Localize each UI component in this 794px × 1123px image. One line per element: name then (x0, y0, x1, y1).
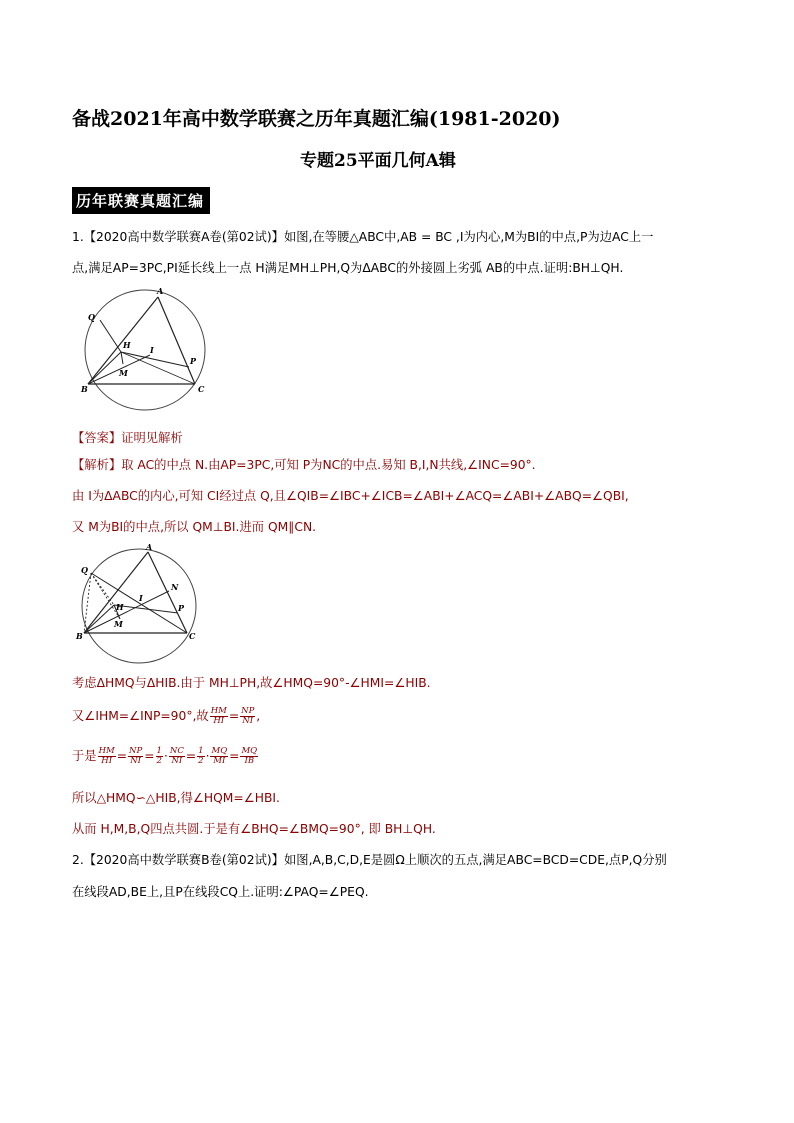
label-a: A (157, 286, 164, 296)
document-title: 备战2021年高中数学联赛之历年真题汇编(1981-2020) (72, 108, 561, 130)
analysis-line5-suffix: , (256, 709, 261, 723)
analysis-line1: 【解析】取 AC的中点 N.由AP=3PC,可知 P为NC的中点.易知 B,I,N共线,∠INC=90°. (72, 458, 536, 472)
analysis-line6-prefix: 于是 (72, 749, 97, 763)
segment-bh (88, 352, 121, 384)
label-c: C (198, 384, 205, 394)
label-m: M (119, 368, 128, 378)
fraction: $\frac{NP}{NI}$ (241, 706, 255, 726)
geometry-figure-1 (78, 282, 213, 412)
analysis-line4: 考虑ΔHMQ与ΔHIB.由于 MH⊥PH,故∠HMQ=90°-∠HMI=∠HIB. (72, 676, 431, 690)
problem2-line2: 在线段AD,BE上,且P在线段CQ上.证明:∠PAQ=∠PEQ. (72, 885, 369, 899)
segment-bh-2 (84, 605, 114, 633)
section-label: 历年联赛真题汇编 (72, 187, 210, 214)
label-p-2: P (178, 603, 185, 613)
analysis-line6: 于是 $\frac{HM}{HI}$ = $\frac{NP}{NI}$ = $\frac{1}{2}$ · $\frac{NC}{NI}$ = $\frac{1}{2}$ · $\frac{MQ}{MI}$ = $\frac{MQ}{IB}$ (72, 746, 258, 766)
problem1-line1: 1.【2020高中数学联赛A卷(第02试)】如图,在等腰△ABC中,AB = BC ,I为内心,M为BI的中点,P为边AC上一 (72, 230, 654, 244)
segment-qm-dashed (91, 573, 120, 619)
label-h: H (123, 340, 131, 350)
fraction: $\frac{HM}{HI}$ (98, 746, 115, 766)
segment-hp-2 (114, 605, 178, 613)
fraction: $\frac{NP}{NI}$ (129, 746, 143, 766)
answer-line (72, 430, 183, 446)
label-c-2: C (189, 631, 196, 641)
fraction: $\frac{NC}{NI}$ (169, 746, 184, 766)
analysis-line7: 所以△HMQ∽△HIB,得∠HQM=∠HBI. (72, 791, 280, 805)
segment-hm (121, 352, 123, 364)
label-m-2: M (114, 619, 123, 629)
label-h-2: H (116, 602, 124, 612)
label-q-2: Q (81, 565, 88, 575)
answer-text: 【答案】证明见解析 (72, 431, 183, 445)
segment-qh (100, 320, 121, 352)
label-n-2: N (171, 582, 179, 592)
fraction: $\frac{1}{2}$ (198, 746, 204, 766)
label-b: B (81, 384, 88, 394)
document-subtitle: 专题25平面几何A辑 (300, 151, 456, 171)
label-p: P (190, 356, 197, 366)
label-q: Q (88, 312, 95, 322)
circumcircle (85, 290, 205, 410)
fraction: $\frac{HM}{HI}$ (210, 706, 227, 726)
label-b-2: B (76, 631, 83, 641)
analysis-line5-prefix: 又∠IHM=∠INP=90°,故 (72, 709, 209, 723)
label-i: I (150, 345, 154, 355)
problem2-line1: 2.【2020高中数学联赛B卷(第02试)】如图,A,B,C,D,E是圆Ω上顺次的五点,满足ABC=BCD=CDE,点P,Q分别 (72, 853, 667, 867)
fraction: $\frac{1}{2}$ (156, 746, 162, 766)
geometry-figure-2 (74, 541, 204, 665)
analysis-line5: 又∠IHM=∠INP=90°,故 $\frac{HM}{HI}$ = $\frac{NP}{NI}$ , (72, 706, 261, 726)
label-i-2: I (139, 593, 143, 603)
segment-hp (121, 352, 189, 367)
problem1-line2: 点,满足AP=3PC,PI延长线上一点 H满足MH⊥PH,Q为ΔABC的外接圆上劣弧 AB的中点.证明:BH⊥QH. (72, 261, 624, 275)
analysis-line2: 由 I为ΔABC的内心,可知 CI经过点 Q,且∠QIB=∠IBC+∠ICB=∠ABI+∠ACQ=∠ABI+∠ABQ=∠QBI, (72, 489, 629, 503)
segment-bn (84, 591, 169, 633)
fraction: $\frac{MQ}{MI}$ (211, 746, 228, 766)
fraction: $\frac{MQ}{IB}$ (241, 746, 258, 766)
analysis-line3: 又 M为BI的中点,所以 QM⊥BI.进而 QM∥CN. (72, 520, 317, 534)
analysis-line8: 从而 H,M,B,Q四点共圆.于是有∠BHQ=∠BMQ=90°, 即 BH⊥QH. (72, 822, 436, 836)
label-a-2: A (146, 542, 153, 552)
